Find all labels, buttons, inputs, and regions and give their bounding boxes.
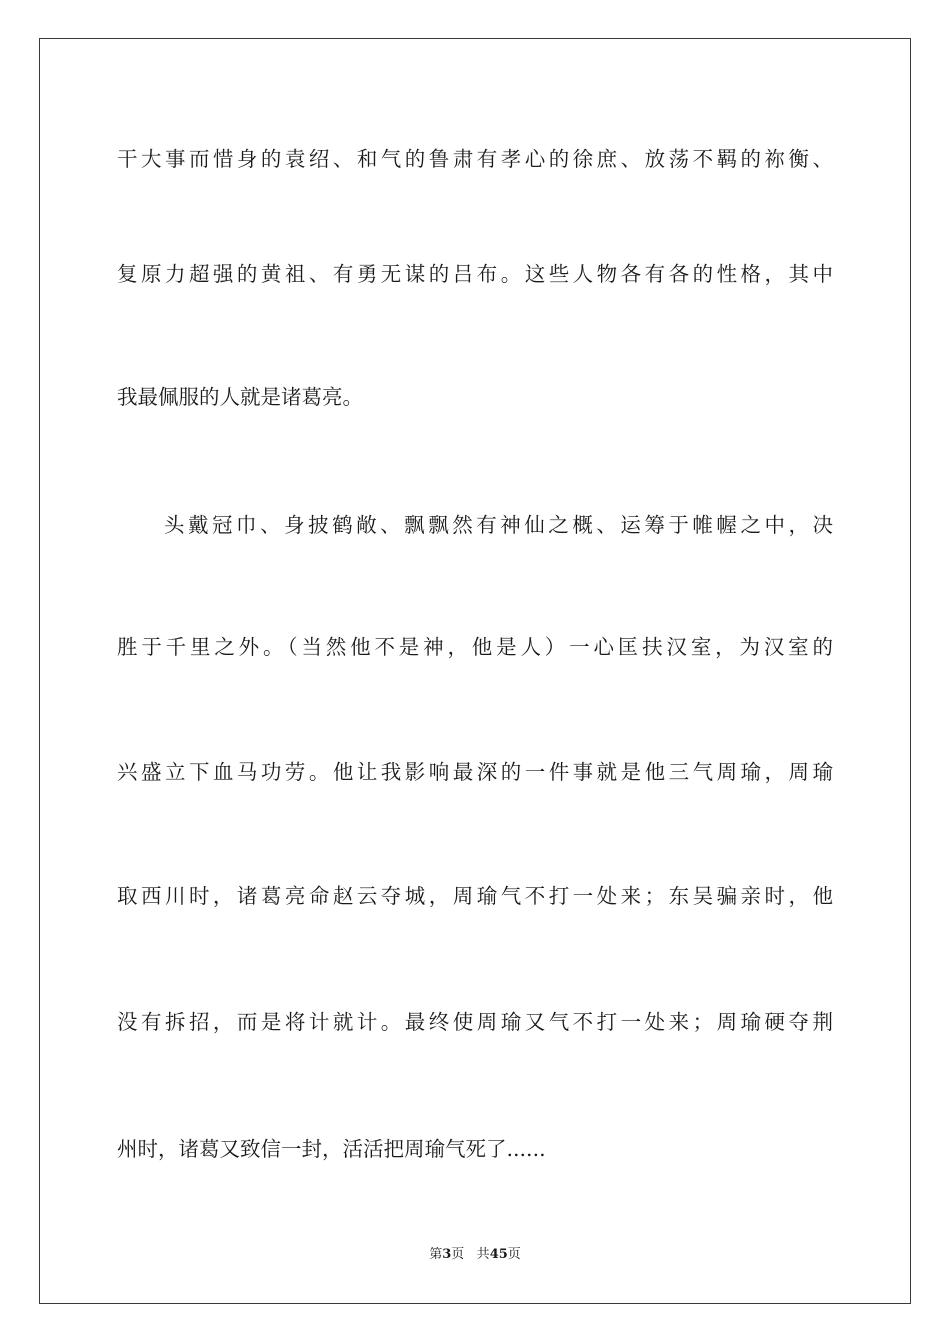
page-current: 3	[442, 1247, 452, 1262]
page-border	[39, 38, 911, 1304]
text-line-7: 取西川时，诸葛亮命赵云夺城，周瑜气不打一处来；东吴骗亲时，他	[117, 884, 833, 908]
text-line-3: 我最佩服的人就是诸葛亮。	[117, 385, 363, 409]
text-line-4: 头戴冠巾、身披鹤敞、飘飘然有神仙之概、运筹于帷幄之中，决	[164, 513, 833, 537]
text-line-6: 兴盛立下血马功劳。他让我影响最深的一件事就是他三气周瑜，周瑜	[117, 760, 833, 784]
page-total: 45	[489, 1247, 508, 1262]
total-prefix: 共	[476, 1247, 490, 1262]
page-suffix: 页	[451, 1247, 465, 1262]
text-line-8: 没有拆招，而是将计就计。最终使周瑜又气不打一处来；周瑜硬夺荆	[117, 1010, 833, 1034]
text-line-1: 干大事而惜身的袁绍、和气的鲁肃有孝心的徐庶、放荡不羁的祢衡、	[117, 147, 833, 171]
page-prefix: 第	[429, 1247, 443, 1262]
total-suffix: 页	[507, 1247, 521, 1262]
page-footer	[0, 1246, 950, 1264]
text-line-5: 胜于千里之外。（当然他不是神，他是人）一心匡扶汉室，为汉室的	[117, 635, 833, 659]
text-line-9: 州时，诸葛又致信一封，活活把周瑜气死了......	[117, 1137, 546, 1161]
text-line-2: 复原力超强的黄祖、有勇无谋的吕布。这些人物各有各的性格，其中	[117, 262, 833, 286]
